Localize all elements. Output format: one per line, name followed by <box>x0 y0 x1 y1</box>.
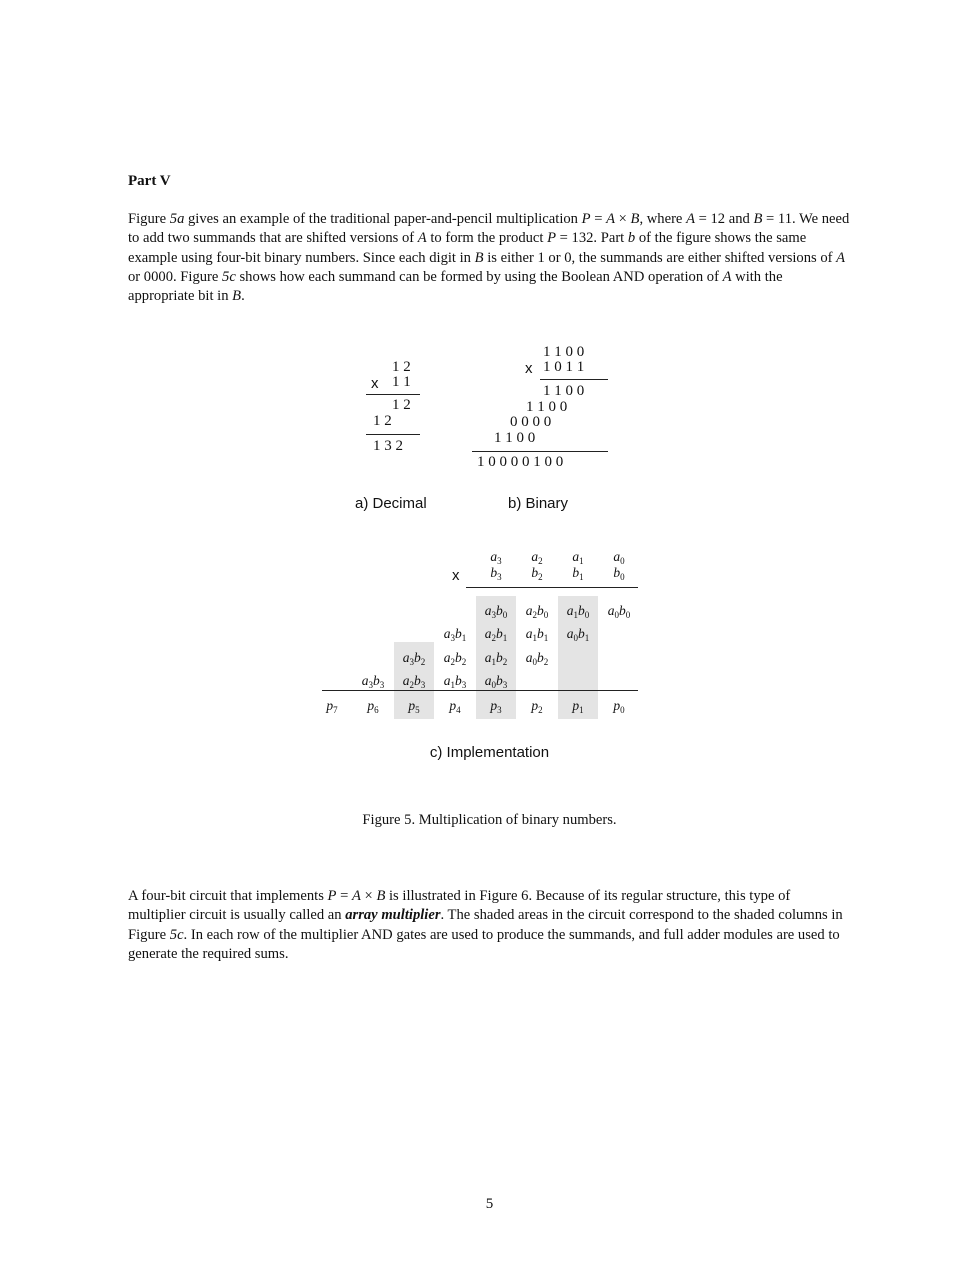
fig-b-summand-4: 1 1 0 0 <box>494 430 536 446</box>
text-run: or 0000. Figure <box>128 268 223 285</box>
fig-a-times-sign: x <box>371 375 379 392</box>
fig-b-multiplicand: 1 1 0 0 <box>543 344 585 360</box>
partial-product: $a_2b_2$ <box>443 649 467 667</box>
fig-a-product: 1 3 2 <box>373 438 403 454</box>
product-bit: $p_5$ <box>408 698 420 715</box>
partial-product: $a_1b_2$ <box>484 649 508 667</box>
math-symbol: A <box>722 268 732 285</box>
math-symbol: A <box>351 888 361 904</box>
partial-product: $a_3b_3$ <box>361 672 385 690</box>
fig-b-summand-3: 0 0 0 0 <box>510 414 552 430</box>
fig-b-rule-1 <box>540 379 608 380</box>
partial-product: $a_2b_0$ <box>525 603 549 620</box>
fig-c-b-bit: $b_1$ <box>572 565 584 582</box>
partial-product: $a_3b_0$ <box>484 603 508 620</box>
partial-product: $a_0b_3$ <box>484 672 508 690</box>
text-run: . The shaded areas in the circuit correspond to the shaded columns in Figure <box>128 907 843 943</box>
intro-paragraph <box>128 210 850 306</box>
product-bit: $p_1$ <box>572 698 584 715</box>
partial-product: $a_1b_1$ <box>525 626 549 644</box>
partial-product: $a_0b_1$ <box>566 626 590 644</box>
partial-product: $a_3b_1$ <box>443 626 467 644</box>
math-symbol: B <box>474 249 484 266</box>
text-run: = <box>590 211 607 227</box>
fig-a-rule-1 <box>366 394 420 395</box>
fig-c-a-bit: $a_1$ <box>572 549 584 566</box>
partial-product: $a_1b_0$ <box>566 603 590 620</box>
text-run: Figure <box>128 211 170 227</box>
product-bit: $p_2$ <box>531 698 543 715</box>
array-multiplier-paragraph <box>128 887 850 964</box>
product-bit: $p_0$ <box>613 698 625 715</box>
partial-product: $a_2b_3$ <box>402 672 426 690</box>
math-symbol: P <box>581 211 591 227</box>
math-symbol: 5c <box>169 926 184 943</box>
math-symbol: P <box>327 888 337 904</box>
text-run: A four-bit circuit that implements <box>128 888 328 904</box>
emphasized-term: array multiplier <box>345 907 441 924</box>
fig-c-times-sign: x <box>452 567 460 584</box>
fig-c-b-bit: $b_3$ <box>490 565 502 582</box>
text-run: = 12 and <box>694 211 754 227</box>
fig-c-a-bit: $a_0$ <box>613 549 625 566</box>
text-run: is illustrated in Figure 6. Because of its regular structure, this type of multiplier circuit is usually called an <box>128 888 791 924</box>
text-run: × <box>360 888 377 904</box>
math-symbol: B <box>630 211 640 227</box>
fig-b-caption: b) Binary <box>508 495 569 512</box>
partial-product: $a_2b_1$ <box>484 626 508 644</box>
text-run: . In each row of the multiplier AND gates are used to produce the summands, and full adder modules are used to generate the required sums. <box>128 926 840 962</box>
product-bit: $p_3$ <box>490 698 502 715</box>
fig-b-times-sign: x <box>525 360 533 377</box>
math-symbol: B <box>376 888 386 904</box>
text-run: is either 1 or 0, the summands are either shifted versions of <box>483 249 837 266</box>
fig-a-summand-2: 1 2 <box>373 413 392 429</box>
math-symbol: A <box>836 249 846 266</box>
fig-a-caption: a) Decimal <box>355 495 427 512</box>
math-symbol: B <box>753 211 763 227</box>
fig-b-multiplier: 1 0 1 1 <box>543 359 585 375</box>
fig-c-rule-1 <box>466 587 638 588</box>
fig-a-rule-2 <box>366 434 420 435</box>
text-run: to form the product <box>426 230 548 247</box>
fig-a-multiplicand: 1 2 <box>392 359 411 375</box>
fig-c-b-bit: $b_2$ <box>531 565 543 582</box>
fig-a-summand-1: 1 2 <box>392 397 411 413</box>
fig-b-rule-2 <box>472 451 608 452</box>
product-bit: $p_6$ <box>367 698 379 715</box>
text-run: × <box>615 211 631 227</box>
section-heading: Part V <box>128 173 171 189</box>
partial-product: $a_0b_0$ <box>607 603 631 620</box>
product-bit: $p_4$ <box>449 698 461 715</box>
fig-b-summand-1: 1 1 0 0 <box>543 383 585 399</box>
math-symbol: 5a <box>169 211 185 227</box>
text-run: with the appropriate bit in <box>128 268 783 305</box>
fig-b-product: 1 0 0 0 0 1 0 0 <box>477 454 564 470</box>
math-symbol: A <box>606 211 615 227</box>
page-number: 5 <box>485 1196 494 1212</box>
product-bit: $p_7$ <box>326 698 338 715</box>
partial-product: $a_3b_2$ <box>402 649 426 667</box>
math-symbol: B <box>232 288 242 305</box>
partial-product: $a_1b_3$ <box>443 672 467 690</box>
math-symbol: b <box>627 230 636 247</box>
figure-caption: Figure 5. Multiplication of binary numbers. <box>362 812 617 828</box>
math-symbol: A <box>686 211 695 227</box>
text-run: shows how each summand can be formed by using the Boolean AND operation of <box>235 268 723 285</box>
text-run: = <box>336 888 352 904</box>
fig-c-a-bit: $a_2$ <box>531 549 543 566</box>
math-symbol: 5c <box>222 268 236 285</box>
fig-b-summand-2: 1 1 0 0 <box>526 399 568 415</box>
fig-a-multiplier: 1 1 <box>392 374 411 390</box>
math-symbol: A <box>417 230 427 247</box>
text-run: = 11. We need to add two summands that are shifted versions of <box>128 211 850 247</box>
text-run: gives an example of the traditional paper-and-pencil multiplication <box>184 211 582 227</box>
fig-c-b-bit: $b_0$ <box>613 565 625 582</box>
partial-product: $a_0b_2$ <box>525 649 549 667</box>
fig-c-caption: c) Implementation <box>429 744 550 761</box>
text-run: , where <box>639 211 687 227</box>
text-run: . <box>241 288 245 305</box>
text-run: of the figure shows the same example using four-bit binary numbers. Since each digit in <box>128 230 807 266</box>
math-symbol: P <box>547 230 557 247</box>
text-run: = 132. Part <box>556 230 628 247</box>
fig-c-a-bit: $a_3$ <box>490 549 502 566</box>
